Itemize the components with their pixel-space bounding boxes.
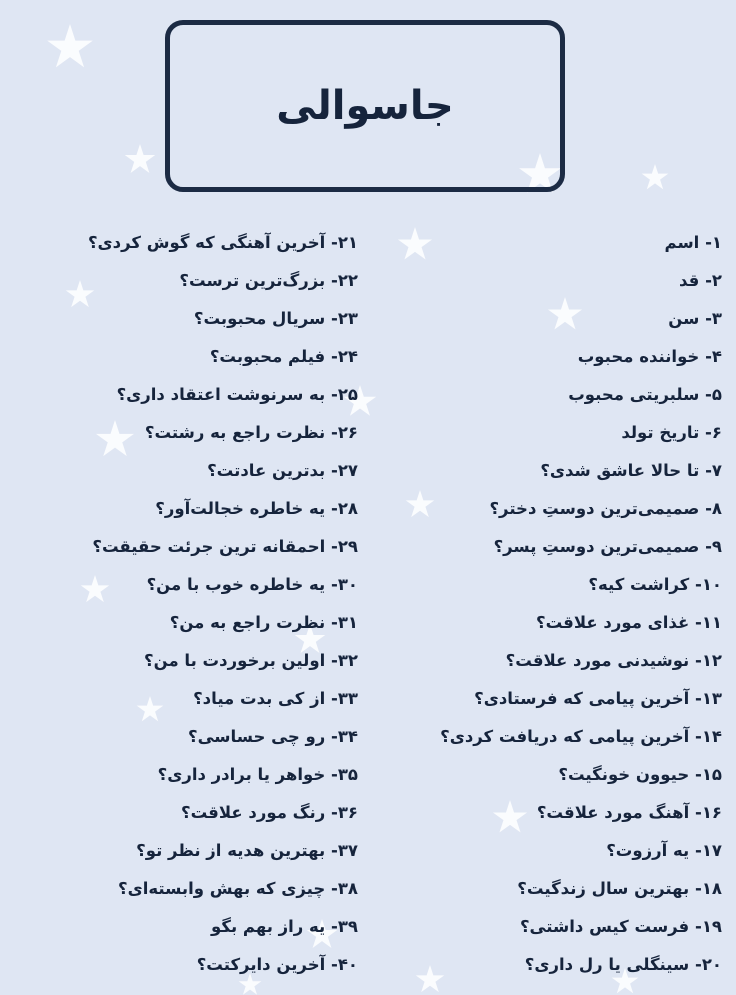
question-item: ۳۸- چیزی که بهش وابسته‌ای؟ xyxy=(118,879,358,898)
question-item: ۳۱- نظرت راجع به من؟ xyxy=(169,613,358,632)
star-icon xyxy=(642,164,669,189)
question-item: ۲۸- یه خاطره خجالت‌آور؟ xyxy=(155,499,358,518)
question-item: ۱۹- فرست کیس داشتی؟ xyxy=(519,917,722,936)
question-item: ۱۷- یه آرزوت؟ xyxy=(606,841,722,860)
question-item: ۲۲- بزرگ‌ترین ترست؟ xyxy=(179,271,358,290)
question-item: ۲۹- احمقانه ترین جرئت حقیقت؟ xyxy=(92,537,358,556)
question-item: ۹- صمیمی‌ترین دوستِ پسر؟ xyxy=(493,537,722,556)
question-item: ۶- تاریخ تولد xyxy=(621,423,722,442)
question-item: ۱۶- آهنگ مورد علاقت؟ xyxy=(536,803,722,822)
question-item: ۷- تا حالا عاشق شدی؟ xyxy=(540,461,722,480)
star-icon xyxy=(47,24,93,67)
questions-list-right xyxy=(362,224,722,984)
question-item: ۱۲- نوشیدنی مورد علاقت؟ xyxy=(505,651,722,670)
question-item: ۱۵- حیوون خونگیت؟ xyxy=(558,765,722,784)
question-item: ۳۰- یه خاطره خوب با من؟ xyxy=(146,575,358,594)
question-item: ۳- سن xyxy=(668,309,722,328)
question-item: ۲- قد xyxy=(678,271,722,290)
question-item: ۱۱- غذای مورد علاقت؟ xyxy=(536,613,722,632)
question-item: ۲۳- سریال محبوبت؟ xyxy=(193,309,358,328)
question-item: ۸- صمیمی‌ترین دوستِ دختر؟ xyxy=(489,499,722,518)
question-item: ۱۰- کراشت کیه؟ xyxy=(588,575,722,594)
question-item: ۲۵- به سرنوشت اعتقاد داری؟ xyxy=(116,385,358,404)
question-item: ۱- اسم xyxy=(664,233,722,252)
question-item: ۱۸- بهترین سال زندگیت؟ xyxy=(517,879,722,898)
question-item: ۲۰- سینگلی یا رل داری؟ xyxy=(524,955,722,974)
question-item: ۴- خواننده محبوب xyxy=(577,347,722,366)
question-item: ۵- سلبریتی محبوب xyxy=(568,385,722,404)
question-item: ۳۷- بهترین هدیه از نظر تو؟ xyxy=(136,841,358,860)
question-item: ۱۳- آخرین پیامی که فرستادی؟ xyxy=(474,689,722,708)
question-item: ۳۴- رو چی حساسی؟ xyxy=(188,727,358,746)
question-item: ۲۷- بدترین عادتت؟ xyxy=(207,461,358,480)
question-item: ۱۴- آخرین پیامی که دریافت کردی؟ xyxy=(440,727,722,746)
question-item: ۳۹- یه راز بهم بگو xyxy=(211,917,358,936)
questions-list-left xyxy=(0,224,358,984)
question-item: ۳۶- رنگ مورد علاقت؟ xyxy=(181,803,358,822)
question-item: ۴۰- آخرین دایرکتت؟ xyxy=(196,955,358,974)
title-box xyxy=(165,20,565,192)
question-item: ۳۲- اولین برخوردت با من؟ xyxy=(144,651,358,670)
page-title: جاسوالی xyxy=(276,83,454,129)
question-item: ۳۳- از کی بدت میاد؟ xyxy=(193,689,358,708)
question-item: ۲۱- آخرین آهنگی که گوش کردی؟ xyxy=(87,233,358,252)
question-item: ۳۵- خواهر یا برادر داری؟ xyxy=(157,765,358,784)
star-icon xyxy=(125,144,155,173)
question-item: ۲۶- نظرت راجع به رشتت؟ xyxy=(144,423,358,442)
question-item: ۲۴- فیلم محبوبت؟ xyxy=(209,347,358,366)
